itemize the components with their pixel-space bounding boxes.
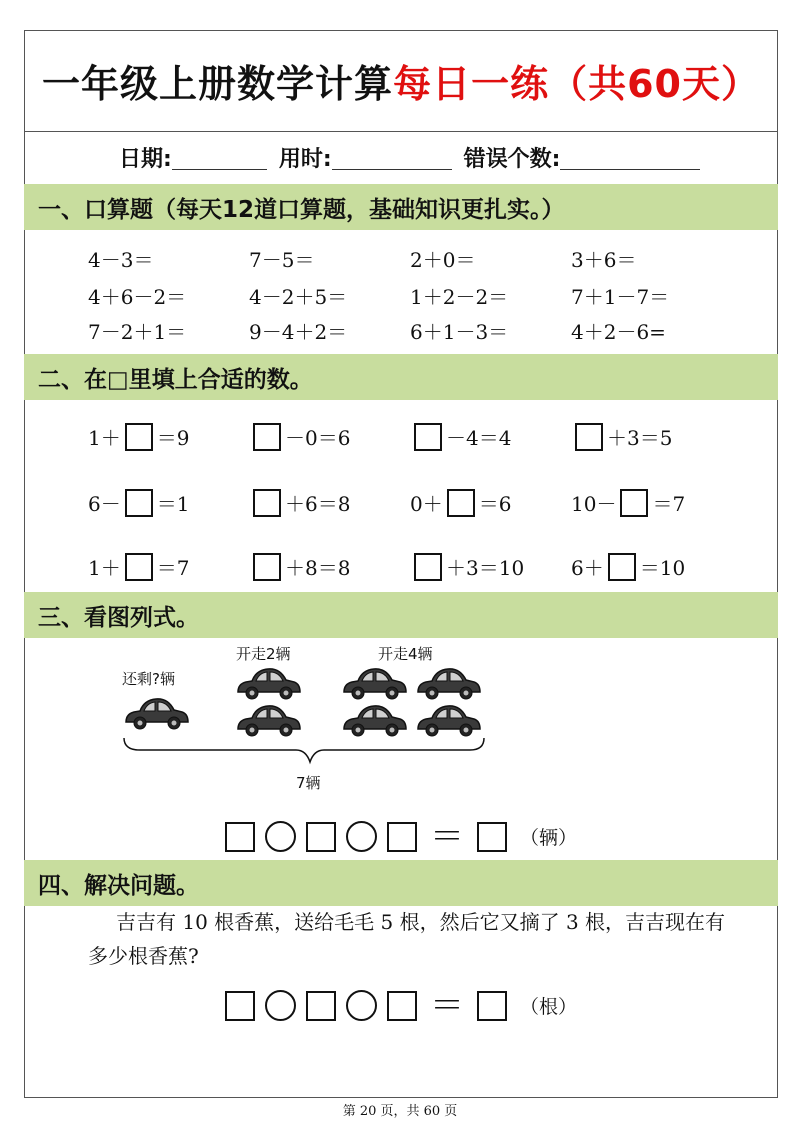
mental-math-item: 4＋2－6= xyxy=(571,320,666,344)
answer-box[interactable] xyxy=(225,991,255,1021)
mental-math-item: 1＋2－2＝ xyxy=(410,285,509,309)
fill-blank-suffix: ＋3＝5 xyxy=(607,426,673,450)
title-black: 一年级上册数学计算 xyxy=(42,62,394,106)
word-problem: 吉吉有 10 根香蕉，送给毛毛 5 根，然后它又摘了 3 根，吉吉现在有多少根香蕉? xyxy=(88,910,726,968)
unit-label: （辆） xyxy=(520,827,578,849)
car-icon xyxy=(418,669,480,699)
fill-blank-suffix: ＝7 xyxy=(652,492,686,516)
equals-sign: ＝ xyxy=(430,816,464,857)
mental-math-item: 3＋6＝ xyxy=(571,248,637,272)
page-footer: 第 20 页，共 60 页 xyxy=(342,1104,458,1119)
car-icon xyxy=(418,706,480,736)
section-3-header: 三、看图列式。 xyxy=(24,592,778,638)
fill-blank-suffix: ＝9 xyxy=(156,426,190,450)
answer-box[interactable] xyxy=(387,991,417,1021)
title-red: 每日一练（共60天） xyxy=(393,62,760,106)
mental-math-item: 6＋1－3＝ xyxy=(410,320,509,344)
car-icon xyxy=(344,706,406,736)
operator-circle[interactable] xyxy=(346,990,377,1021)
time-label: 用时: xyxy=(278,146,332,172)
remain-label: 还剩?辆 xyxy=(122,670,175,688)
fill-blank-suffix: ＝6 xyxy=(478,492,512,516)
errors-label: 错误个数: xyxy=(463,146,561,172)
fill-blank-prefix: 6－ xyxy=(88,492,121,516)
mental-math-item: 7－2＋1＝ xyxy=(88,320,187,344)
total-brace xyxy=(124,738,484,762)
mental-math-item: 4－3＝ xyxy=(88,248,154,272)
answer-box[interactable] xyxy=(477,822,507,852)
answer-box[interactable] xyxy=(306,822,336,852)
date-label: 日期: xyxy=(119,146,172,172)
fill-blank-prefix: 0＋ xyxy=(410,492,443,516)
car-icon xyxy=(238,669,300,699)
left2-label: 开走2辆 xyxy=(236,645,291,663)
fill-blank-prefix: 1＋ xyxy=(88,556,121,580)
car-icon xyxy=(126,699,188,729)
mental-math-item: 7＋1－7＝ xyxy=(571,285,670,309)
total-label: 7辆 xyxy=(296,774,321,792)
fill-blank-prefix: 10－ xyxy=(571,492,617,516)
answer-box[interactable] xyxy=(477,991,507,1021)
car-icon xyxy=(238,706,300,736)
fill-blank-suffix: －4＝4 xyxy=(446,426,512,450)
car-icon xyxy=(344,669,406,699)
section-4-header: 四、解决问题。 xyxy=(24,860,778,906)
operator-circle[interactable] xyxy=(265,821,296,852)
unit-label: （根） xyxy=(520,996,578,1018)
equals-sign: ＝ xyxy=(430,985,464,1026)
section-1-header: 一、口算题（每天12道口算题，基础知识更扎实。） xyxy=(24,184,778,230)
picture-equation xyxy=(220,816,578,857)
mental-math-item: 9－4＋2＝ xyxy=(249,320,348,344)
fill-blank-suffix: －0＝6 xyxy=(285,426,351,450)
answer-box[interactable] xyxy=(225,822,255,852)
mental-math-item: 4－2＋5＝ xyxy=(249,285,348,309)
fill-blank-suffix: ＝1 xyxy=(156,492,190,516)
operator-circle[interactable] xyxy=(265,990,296,1021)
mental-math-item: 4＋6－2＝ xyxy=(88,285,187,309)
fill-blank-suffix: ＋6＝8 xyxy=(285,492,351,516)
fill-blank-suffix: ＝7 xyxy=(156,556,190,580)
answer-box[interactable] xyxy=(387,822,417,852)
fill-blank-suffix: ＋3＝10 xyxy=(446,556,525,580)
fill-blank-prefix: 1＋ xyxy=(88,426,121,450)
mental-math-item: 2＋0＝ xyxy=(410,248,476,272)
fill-blank-suffix: ＋8＝8 xyxy=(285,556,351,580)
section-2-header: 二、在□里填上合适的数。 xyxy=(24,354,778,400)
fill-blank-prefix: 6＋ xyxy=(571,556,604,580)
problem-equation xyxy=(220,985,578,1026)
mental-math-item: 7－5＝ xyxy=(249,248,315,272)
left4-label: 开走4辆 xyxy=(378,645,433,663)
operator-circle[interactable] xyxy=(346,821,377,852)
answer-box[interactable] xyxy=(306,991,336,1021)
fill-blank-suffix: ＝10 xyxy=(639,556,686,580)
